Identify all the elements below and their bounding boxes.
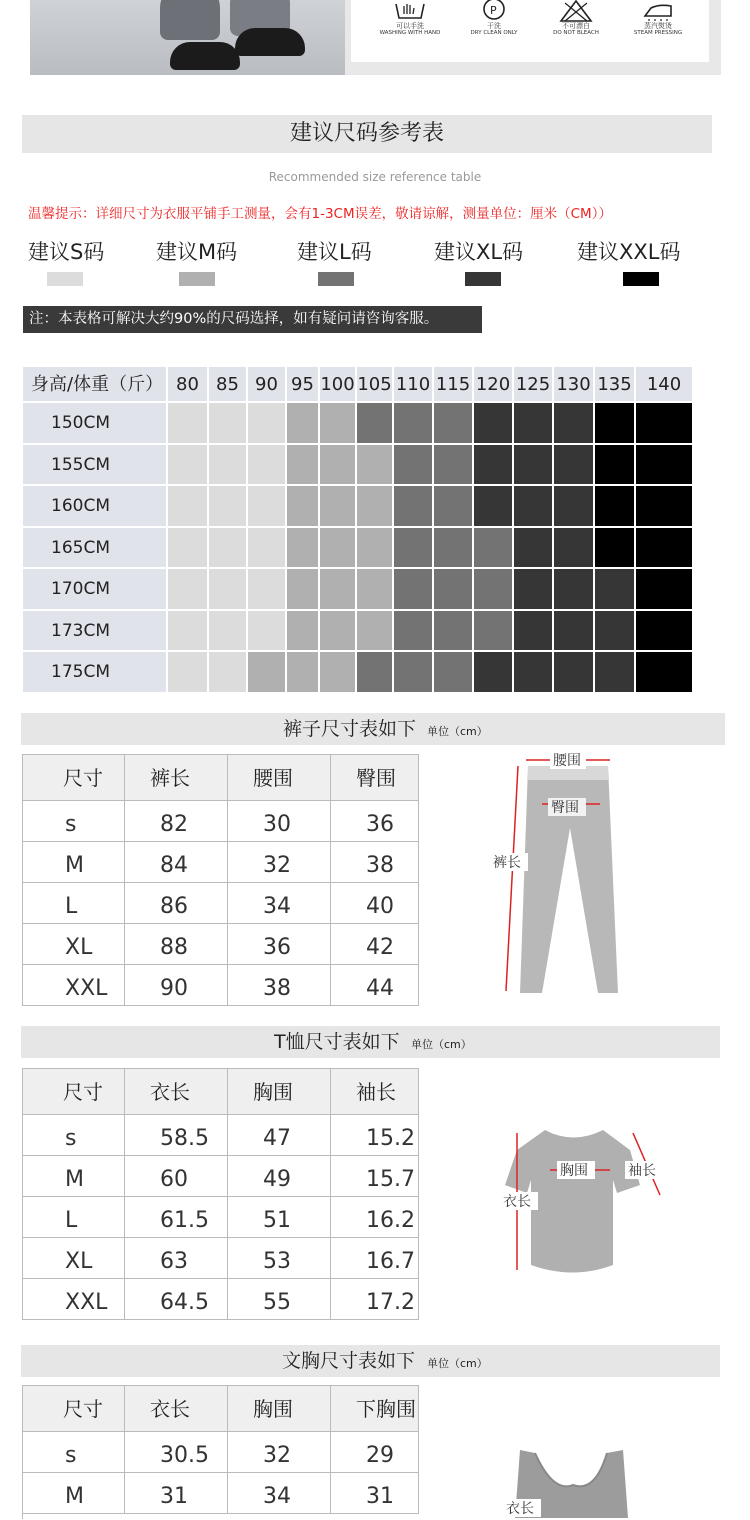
weight-header: 80 [168, 367, 209, 403]
hand-wash-icon [393, 0, 427, 22]
size-cell [636, 652, 694, 694]
size-cell [636, 445, 694, 487]
svg-text:P: P [490, 4, 497, 17]
height-row-label: 173CM [23, 611, 168, 653]
size-cell [357, 652, 394, 694]
size-cell [514, 486, 554, 528]
size-cell [514, 528, 554, 570]
hip-label: 臀围 [551, 800, 579, 816]
size-cell [636, 611, 694, 653]
size-cell [248, 528, 287, 570]
bra-title: 文胸尺寸表如下 [282, 1350, 416, 1372]
size-cell [595, 486, 636, 528]
bra-unit: 单位（cm） [427, 1357, 488, 1370]
table-cell: 36 [228, 924, 331, 965]
height-row-label: 165CM [23, 528, 168, 570]
size-cell [357, 569, 394, 611]
table-cell: M [23, 1156, 125, 1197]
weight-header: 120 [474, 367, 514, 403]
table-cell: 15.7 [331, 1156, 419, 1197]
size-cell [357, 528, 394, 570]
size-cell [287, 403, 320, 445]
size-cell [514, 611, 554, 653]
tshirt-section-header [21, 1026, 720, 1058]
size-cell [320, 528, 357, 570]
table-cell: 47 [228, 1115, 331, 1156]
size-cell [434, 486, 474, 528]
height-row-label: 160CM [23, 486, 168, 528]
length-label: 衣长 [503, 1194, 531, 1210]
size-cell [320, 403, 357, 445]
size-cell [394, 652, 434, 694]
table-cell: 63 [125, 1238, 228, 1279]
legend-label-l: 建议L码 [297, 240, 372, 264]
height-row-label: 155CM [23, 445, 168, 487]
size-cell [474, 652, 514, 694]
size-cell [554, 611, 595, 653]
size-cell [434, 528, 474, 570]
weight-header: 100 [320, 367, 357, 403]
size-cell [514, 569, 554, 611]
table-cell: XXL [23, 1279, 125, 1320]
table-cell: 32 [228, 1432, 331, 1473]
size-cell [357, 403, 394, 445]
size-cell [287, 528, 320, 570]
size-cell [474, 486, 514, 528]
size-cell [320, 445, 357, 487]
leg-shape [160, 0, 220, 40]
size-cell [554, 528, 595, 570]
size-cell [287, 611, 320, 653]
sleeve-label: 袖长 [628, 1163, 656, 1179]
care-label-en: DO NOT BLEACH [553, 30, 599, 36]
legend-swatch-m [179, 272, 215, 286]
pants-unit: 单位（cm） [427, 725, 488, 738]
table-header-cell: 袖长 [331, 1069, 419, 1115]
care-label-cn: 蒸汽熨烫 [644, 22, 672, 30]
size-cell [595, 445, 636, 487]
weight-header: 90 [248, 367, 287, 403]
legend-swatch-xxl [623, 272, 659, 286]
size-cell [248, 403, 287, 445]
size-cell [595, 403, 636, 445]
legend-label-xxl: 建议XXL码 [577, 240, 681, 264]
table-cell: 49 [228, 1156, 331, 1197]
table-cell: 36 [331, 801, 419, 842]
table-cell: 38 [228, 965, 331, 1006]
care-label-en: WASHING WITH HAND [379, 30, 441, 36]
care-label-en: DRY CLEAN ONLY [470, 30, 518, 36]
table-cell: M [23, 842, 125, 883]
size-cell [434, 569, 474, 611]
table-cell: 16.7 [331, 1238, 419, 1279]
bra-section-header [21, 1345, 720, 1377]
tshirt-unit: 单位（cm） [411, 1038, 472, 1051]
table-header-cell: 腰围 [228, 755, 331, 801]
weight-header: 95 [287, 367, 320, 403]
tshirt-diagram [495, 1125, 670, 1280]
weight-header: 125 [514, 367, 554, 403]
table-cell: 58.5 [125, 1115, 228, 1156]
weight-header: 105 [357, 367, 394, 403]
product-photo [30, 0, 345, 75]
length-label: 裤长 [493, 855, 521, 871]
size-cell [168, 569, 209, 611]
size-cell [287, 569, 320, 611]
size-cell [636, 569, 694, 611]
size-cell [209, 486, 248, 528]
size-cell [554, 486, 595, 528]
care-item [613, 0, 703, 37]
shoe-shape [170, 42, 240, 70]
table-cell: XL [23, 924, 125, 965]
legend-swatch-xl [465, 272, 501, 286]
table-cell: 61.5 [125, 1197, 228, 1238]
table-cell: 40 [331, 883, 419, 924]
size-cell [434, 445, 474, 487]
size-cell [636, 403, 694, 445]
care-item [449, 0, 539, 37]
height-row-label: 150CM [23, 403, 168, 445]
grid-corner-label: 身高/体重（斤） [23, 367, 168, 403]
size-cell [554, 445, 595, 487]
table-cell: 55 [228, 1279, 331, 1320]
table-cell: 88 [125, 924, 228, 965]
table-cell: 44 [331, 965, 419, 1006]
size-cell [434, 652, 474, 694]
table-cell: L [23, 883, 125, 924]
size-cell [209, 652, 248, 694]
tshirt-title: T恤尺寸表如下 [274, 1031, 400, 1053]
weight-header: 110 [394, 367, 434, 403]
size-cell [357, 486, 394, 528]
care-label-en: STEAM PRESSING [633, 30, 683, 36]
table-cell: s [23, 1432, 125, 1473]
size-cell [287, 445, 320, 487]
care-item [531, 0, 621, 37]
legend-label-s: 建议S码 [28, 240, 105, 264]
table-header-cell: 裤长 [125, 755, 228, 801]
size-cell [357, 445, 394, 487]
length-dimension-line [506, 766, 518, 991]
size-cell [209, 528, 248, 570]
size-cell [554, 569, 595, 611]
table-cell: 60 [125, 1156, 228, 1197]
table-cell: XXL [23, 965, 125, 1006]
size-cell [595, 569, 636, 611]
table-header-cell: 下胸围 [331, 1386, 419, 1432]
size-cell [320, 652, 357, 694]
length-label: 衣长 [506, 1501, 534, 1517]
legend-swatch-l [318, 272, 354, 286]
size-cell [320, 569, 357, 611]
dry-clean-icon [477, 0, 511, 22]
care-instructions [345, 0, 721, 75]
table-cell: 42 [331, 924, 419, 965]
size-cell [514, 445, 554, 487]
pants-diagram [470, 748, 660, 1003]
size-cell [554, 652, 595, 694]
table-header-cell: 尺寸 [23, 1386, 125, 1432]
table-cell: L [23, 1197, 125, 1238]
legend-swatch-s [47, 272, 83, 286]
table-header-cell: 尺寸 [23, 755, 125, 801]
size-cell [394, 528, 434, 570]
size-cell [248, 652, 287, 694]
table-cell: 30.5 [125, 1432, 228, 1473]
table-cell: 64.5 [125, 1279, 228, 1320]
size-cell [394, 445, 434, 487]
chest-label: 胸围 [560, 1163, 588, 1179]
size-cell [209, 445, 248, 487]
size-ref-title: 建议尺码参考表 [289, 121, 444, 146]
care-label-cn: 不可漂白 [562, 22, 590, 30]
size-cell [636, 486, 694, 528]
size-cell [168, 403, 209, 445]
weight-header: 85 [209, 367, 248, 403]
pants-size-table [22, 754, 419, 1006]
size-cell [209, 569, 248, 611]
table-cell: M [23, 1473, 125, 1514]
table-cell: XL [23, 1238, 125, 1279]
size-cell [248, 445, 287, 487]
size-cell [474, 528, 514, 570]
shoe-shape [235, 28, 305, 56]
care-label-cn: 干洗 [487, 22, 501, 30]
table-header-cell: 衣长 [125, 1386, 228, 1432]
weight-header: 135 [595, 367, 636, 403]
weight-header: 115 [434, 367, 474, 403]
size-cell [595, 528, 636, 570]
size-cell [287, 652, 320, 694]
care-label-cn: 可以手洗 [396, 22, 424, 30]
size-cell [434, 403, 474, 445]
table-cell: 51 [228, 1197, 331, 1238]
table-cell: 82 [125, 801, 228, 842]
table-header-cell: 臀围 [331, 755, 419, 801]
size-ref-subtitle: Recommended size reference table [268, 170, 482, 184]
size-cell [248, 569, 287, 611]
care-instructions-panel [351, 0, 709, 62]
size-heatmap [23, 367, 700, 690]
height-row-label: 175CM [23, 652, 168, 694]
weight-header: 130 [554, 367, 595, 403]
size-cell [168, 486, 209, 528]
size-cell [394, 611, 434, 653]
table-cell: 15.2 [331, 1115, 419, 1156]
table-cell: 84 [125, 842, 228, 883]
size-cell [394, 486, 434, 528]
size-cell [168, 611, 209, 653]
height-row-label: 170CM [23, 569, 168, 611]
size-cell [554, 403, 595, 445]
table-cell: 30 [228, 801, 331, 842]
size-cell [168, 445, 209, 487]
waist-label: 腰围 [553, 753, 581, 769]
table-header-cell: 胸围 [228, 1069, 331, 1115]
table-header-cell: 胸围 [228, 1386, 331, 1432]
size-note-banner: 注：本表格可解决大约90%的尺码选择，如有疑问请咨询客服。 [23, 306, 482, 333]
size-cell [514, 403, 554, 445]
size-cell [474, 569, 514, 611]
size-cell [357, 611, 394, 653]
table-cell: 34 [228, 1473, 331, 1514]
size-cell [394, 569, 434, 611]
care-item [365, 0, 455, 37]
size-ref-header [22, 115, 712, 153]
table-cell: 31 [331, 1473, 419, 1514]
table-cell: 38 [331, 842, 419, 883]
size-cell [514, 652, 554, 694]
tshirt-size-table [22, 1068, 419, 1320]
size-cell [168, 652, 209, 694]
size-cell [474, 445, 514, 487]
no-bleach-icon [559, 0, 593, 22]
bra-size-table [22, 1385, 419, 1519]
size-cell [320, 611, 357, 653]
table-cell: 29 [331, 1432, 419, 1473]
size-cell [595, 652, 636, 694]
table-cell: 32 [228, 842, 331, 883]
size-cell [168, 528, 209, 570]
size-cell [434, 611, 474, 653]
size-cell [287, 486, 320, 528]
table-cell: 34 [228, 883, 331, 924]
weight-header: 140 [636, 367, 694, 403]
table-cell: 16.2 [331, 1197, 419, 1238]
table-header-cell: 尺寸 [23, 1069, 125, 1115]
table-cell: 90 [125, 965, 228, 1006]
size-cell [248, 486, 287, 528]
pants-section-header [21, 713, 725, 745]
size-cell [248, 611, 287, 653]
table-cell: s [23, 801, 125, 842]
size-cell [595, 611, 636, 653]
pants-title: 裤子尺寸表如下 [283, 718, 417, 740]
table-cell: 31 [125, 1473, 228, 1514]
size-cell [394, 403, 434, 445]
table-cell: s [23, 1115, 125, 1156]
legend-label-xl: 建议XL码 [434, 240, 524, 264]
table-cell: 53 [228, 1238, 331, 1279]
bra-diagram [495, 1445, 645, 1518]
legend-label-m: 建议M码 [156, 240, 238, 264]
table-cell: 17.2 [331, 1279, 419, 1320]
size-cell [320, 486, 357, 528]
size-cell [636, 528, 694, 570]
size-cell [474, 611, 514, 653]
measurement-tip: 温馨提示：详细尺寸为衣服平铺手工测量，会有1-3CM误差，敬请谅解，测量单位：厘米（CM）） [28, 206, 612, 222]
table-cell: 86 [125, 883, 228, 924]
steam-iron-icon [641, 0, 675, 22]
size-cell [209, 611, 248, 653]
table-header-cell: 衣长 [125, 1069, 228, 1115]
size-cell [474, 403, 514, 445]
size-cell [209, 403, 248, 445]
